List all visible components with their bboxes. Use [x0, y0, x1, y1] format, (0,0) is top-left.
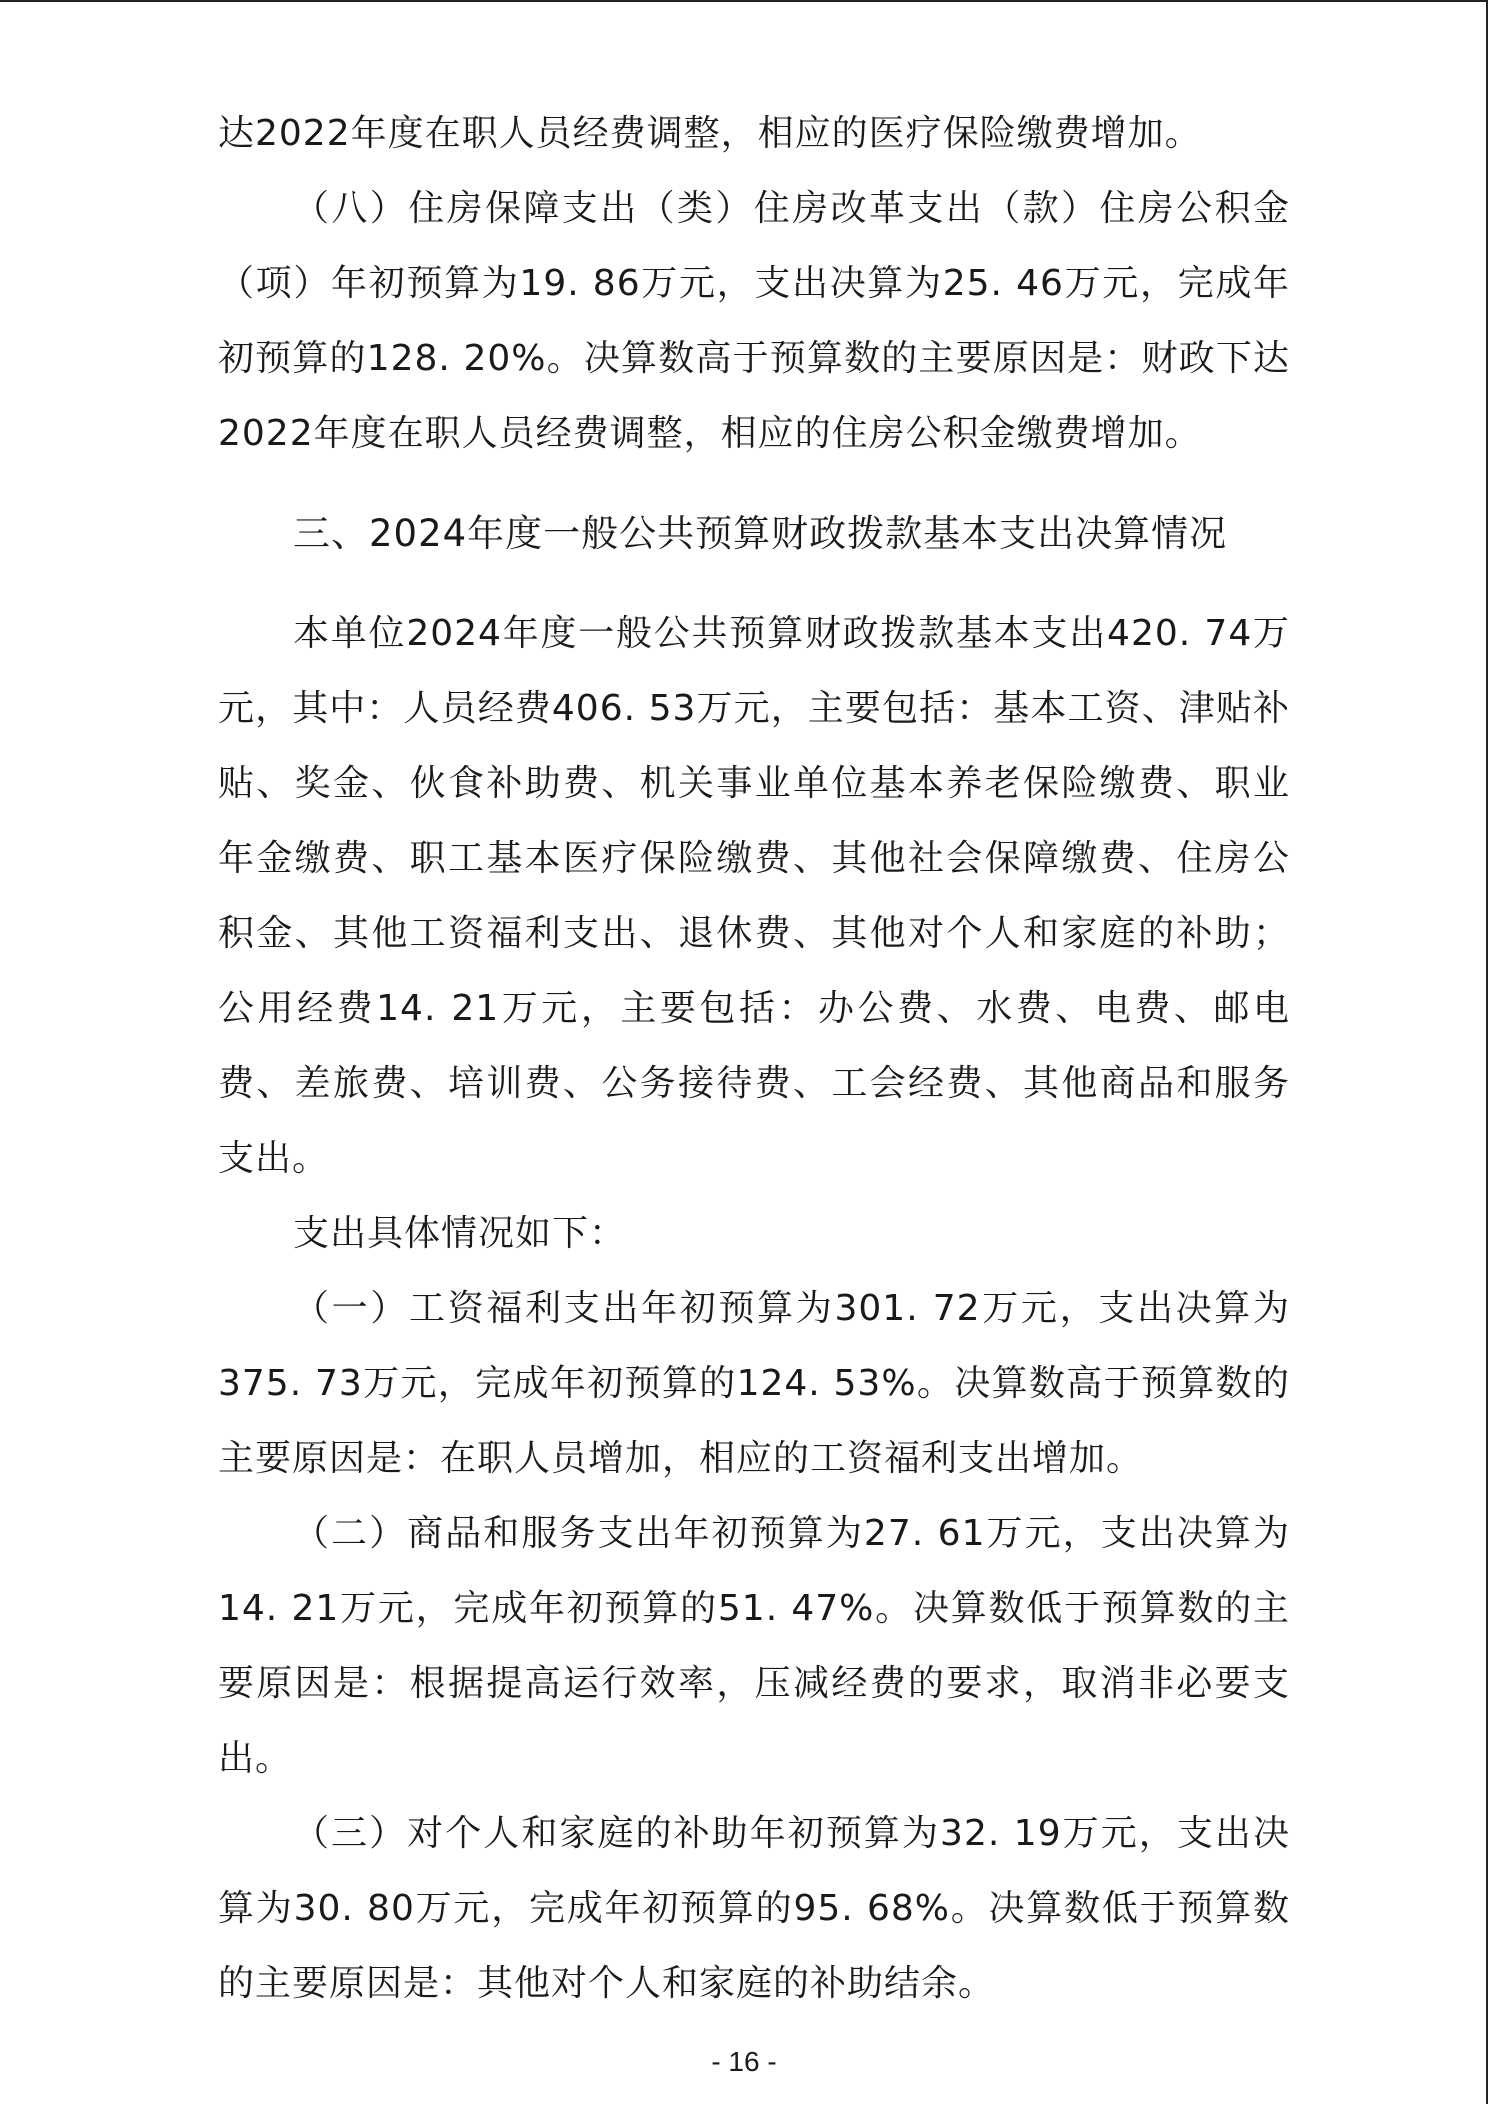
paragraph-continued: 达2022年度在职人员经费调整，相应的医疗保险缴费增加。: [218, 113, 1202, 154]
paragraph-wages-welfare: （一）工资福利支出年初预算为301. 72万元，支出决算为375. 73万元，完成年初预算的124. 53%。决算数高于预算数的主要原因是：在职人员增加，相应的工资福利支出增加。: [218, 1288, 1290, 1479]
section-heading: 三、2024年度一般公共预算财政拨款基本支出决算情况: [293, 512, 1228, 555]
document-body: [218, 96, 1290, 2021]
paragraph-individual-subsidies: （三）对个人和家庭的补助年初预算为32. 19万元，支出决算为30. 80万元，完成年初预算的95. 68%。决算数低于预算数的主要原因是：其他对个人和家庭的补助结余。: [218, 1813, 1290, 2004]
page-number: - 16 -: [711, 2046, 777, 2077]
paragraph-goods-services: （二）商品和服务支出年初预算为27. 61万元，支出决算为14. 21万元，完成年初预算的51. 47%。决算数低于预算数的主要原因是：根据提高运行效率，压减经费的要求，取消非必要支出。: [218, 1513, 1290, 1779]
paragraph-housing-fund: （八）住房保障支出（类）住房改革支出（款）住房公积金（项）年初预算为19. 86万元，支出决算为25. 46万元，完成年初预算的128. 20%。决算数高于预算数的主要原因是：财政下达2022年度在职人员经费调整，相应的住房公积金缴费增加。: [218, 188, 1290, 454]
paragraph-basic-expenditure: 本单位2024年度一般公共预算财政拨款基本支出420. 74万元，其中：人员经费406. 53万元，主要包括：基本工资、津贴补贴、奖金、伙食补助费、机关事业单位基本养老保险缴费、职业年金缴费、职工基本医疗保险缴费、其他社会保障缴费、住房公积金、其他工资福利支出、退休费、其他对个人和家庭的补助；公用经费14. 21万元，主要包括：办公费、水费、电费、邮电费、差旅费、培训费、公务接待费、工会经费、其他商品和服务支出。: [218, 613, 1290, 1179]
paragraph-details-intro: 支出具体情况如下：: [293, 1213, 627, 1254]
